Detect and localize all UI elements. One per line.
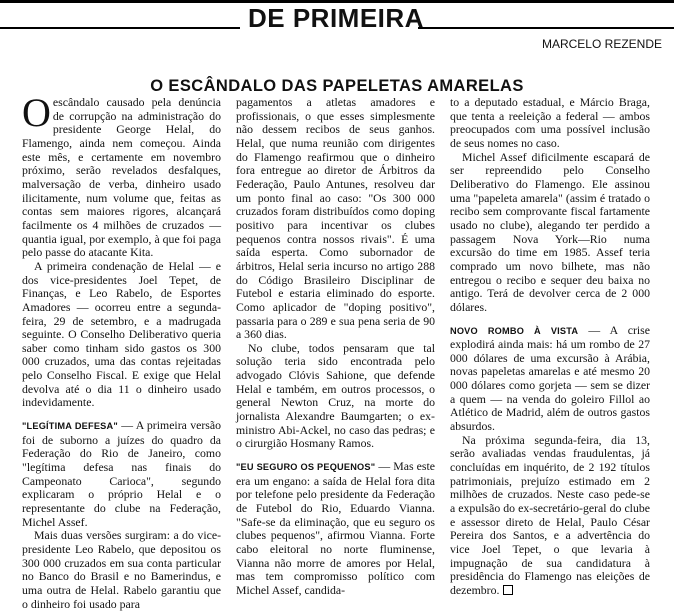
paragraph-text: — Mas este era um engano: a saída de Helal fora dita por telefone pelo presidente da Federação de Futebol do Rio, Eduardo Vianna. "Safe-se da eliminação, que eu seguro os clubes pequenos", afirmou Vianna. Forte cabo eleitoral no norte fluminense, Vianna não morre de amores por Helal, mas tem compromisso político com Michel Assef, candida- [236, 459, 435, 597]
subhead: "EU SEGURO OS PEQUENOS" [236, 462, 376, 473]
header-rule-right [418, 27, 674, 29]
headline: O ESCÂNDALO DAS PAPELETAS AMARELAS [150, 77, 524, 95]
paragraph: to a deputado estadual, e Márcio Braga, que tenta a reeleição a federal — ambos preocupados com uma possível inclusão de seus nomes no caso. [450, 95, 650, 150]
paragraph: Mais duas versões surgiram: a do vice-presidente Leo Rabelo, que depositou os 300 000 cruzados em sua conta particular no Banco do Brasil e no Bamerindus, e uma outra de Helal. Rabelo garantiu que o dinheiro foi usado para [22, 528, 221, 611]
end-of-article-icon [503, 585, 513, 595]
column-1 [22, 90, 221, 611]
section-title: DE PRIMEIRA [248, 3, 424, 33]
paragraph-text: Na próxima segunda-feira, dia 13, serão avaliadas vendas fraudulentas, já concluídas em inquérito, de 2 192 títulos patrimoniais, prejuízo estimado em 2 milhões de cruzados. Neste caso pede-se a expulsão do ex-secretário-geral do clube e assessor direto de Helal, Paulo César Pereira dos Santos, e a advertência do vice Joel Tepet, o que levaria à impugnação de sua candidatura à presidência do Flamengo nas eleições de dezembro. [450, 432, 650, 597]
paragraph: A primeira condenação de Helal — e dos vice-presidentes Joel Tepet, de Finanças, e Leo Rabelo, de Esportes Amadores — ocorreu entre a segunda-feira, 29 de setembro, e a madrugada seguinte. O Conselho Deliberativo queria saber como tinham sido gastos os 300 000 cruzados, uma das contas rejeitadas pelo Conselho Fiscal. E exige que Helal devolva até o dia 11 o dinheiro usado indevidamente. [22, 258, 221, 410]
column-2 [236, 96, 435, 598]
paragraph-text: escândalo causado pela denúncia de corrupção na administração do presidente George Helal, do Flamengo, ainda nem começou. Ainda este mês, e certamente em novembro próximo, serão revelados desfalques, malversação de verba, dinheiro usado ilicitamente, num volume que, feitas as contas sem maiores rigores, alcançará facilmente os 4 milhões de cruzados — quantia igual, por exemplo, à que foi paga pelo passe do atacante Kita. [22, 95, 221, 260]
paragraph [450, 434, 650, 598]
paragraph [22, 419, 221, 529]
paragraph: Michel Assef dificilmente escapará de ser repreendido pelo Conselho Deliberativo do Flamengo. Ele assinou uma "papeleta amarela" (assim é tratado o recibo sem comprovante fiscal fartamente usado no clube), alegando ter perdido a passagem Nova York—Rio numa excursão do time em 1985. Assef teria comprado um novo bilhete, mas não entregou o recibo e sequer deu baixa no antigo. Terá de devolver cerca de 2 000 dólares. [450, 149, 650, 314]
header-rule-left [0, 27, 240, 29]
paragraph [22, 90, 221, 260]
byline: MARCELO REZENDE [541, 37, 662, 51]
paragraph [450, 324, 650, 434]
drop-cap: O [22, 90, 51, 135]
subhead: NOVO ROMBO À VISTA [450, 325, 579, 336]
subhead: "LEGÍTIMA DEFESA" [22, 421, 118, 432]
paragraph-text: — A primeira versão foi de suborno a juízes do quadro da Federação do Rio de Janeiro, como "legítima defesa nas finais do Campeonato Carioca", segundo explicaram o próprio Helal e o representante do clube na Federação, Michel Assef. [22, 418, 221, 529]
paragraph: pagamentos a atletas amadores e profissionais, o que esses simplesmente não dessem recibos de seus ganhos. Helal, que numa reunião com dirigentes do Flamengo reafirmou que o dinheiro fora entregue ao diretor de Árbitros da Federação, Paulo Antunes, resolveu dar um ponto final ao caso: "Os 300 000 cruzados foram distribuídos como doping positivo para incentivar os clubes pequenos contra nossos rivais". É uma saída esperta. Como subornador de árbitros, Helal seria incurso no artigo 288 do Código Brasileiro Disciplinar de Futebol e estaria eliminado do esporte. Como aplicador de "doping positivo", passaria para o 289 e sua pena seria de 90 a 360 dias. [236, 95, 435, 342]
paragraph: No clube, todos pensaram que tal solução teria sido encontrada pelo advogado Clóvis Sahione, que defende Helal e também, em outros processos, o general Newton Cruz, na morte do jornalista Alexandre Baumgarten; o ex-ministro Abi-Ackel, no caso das pedras; e o cirurgião Hosmany Ramos. [236, 340, 435, 451]
paragraph [236, 460, 435, 598]
column-3 [450, 96, 650, 598]
paragraph-text: — A crise explodirá ainda mais: há um rombo de 27 000 dólares de uma excursão à Arábia, novas papeletas amarelas e até mesmo 20 000 dólares como gorjeta — sem se dizer a quem — na venda do goleiro Fillol ao Atlético de Madrid, além de outros gastos absurdos. [450, 322, 650, 434]
